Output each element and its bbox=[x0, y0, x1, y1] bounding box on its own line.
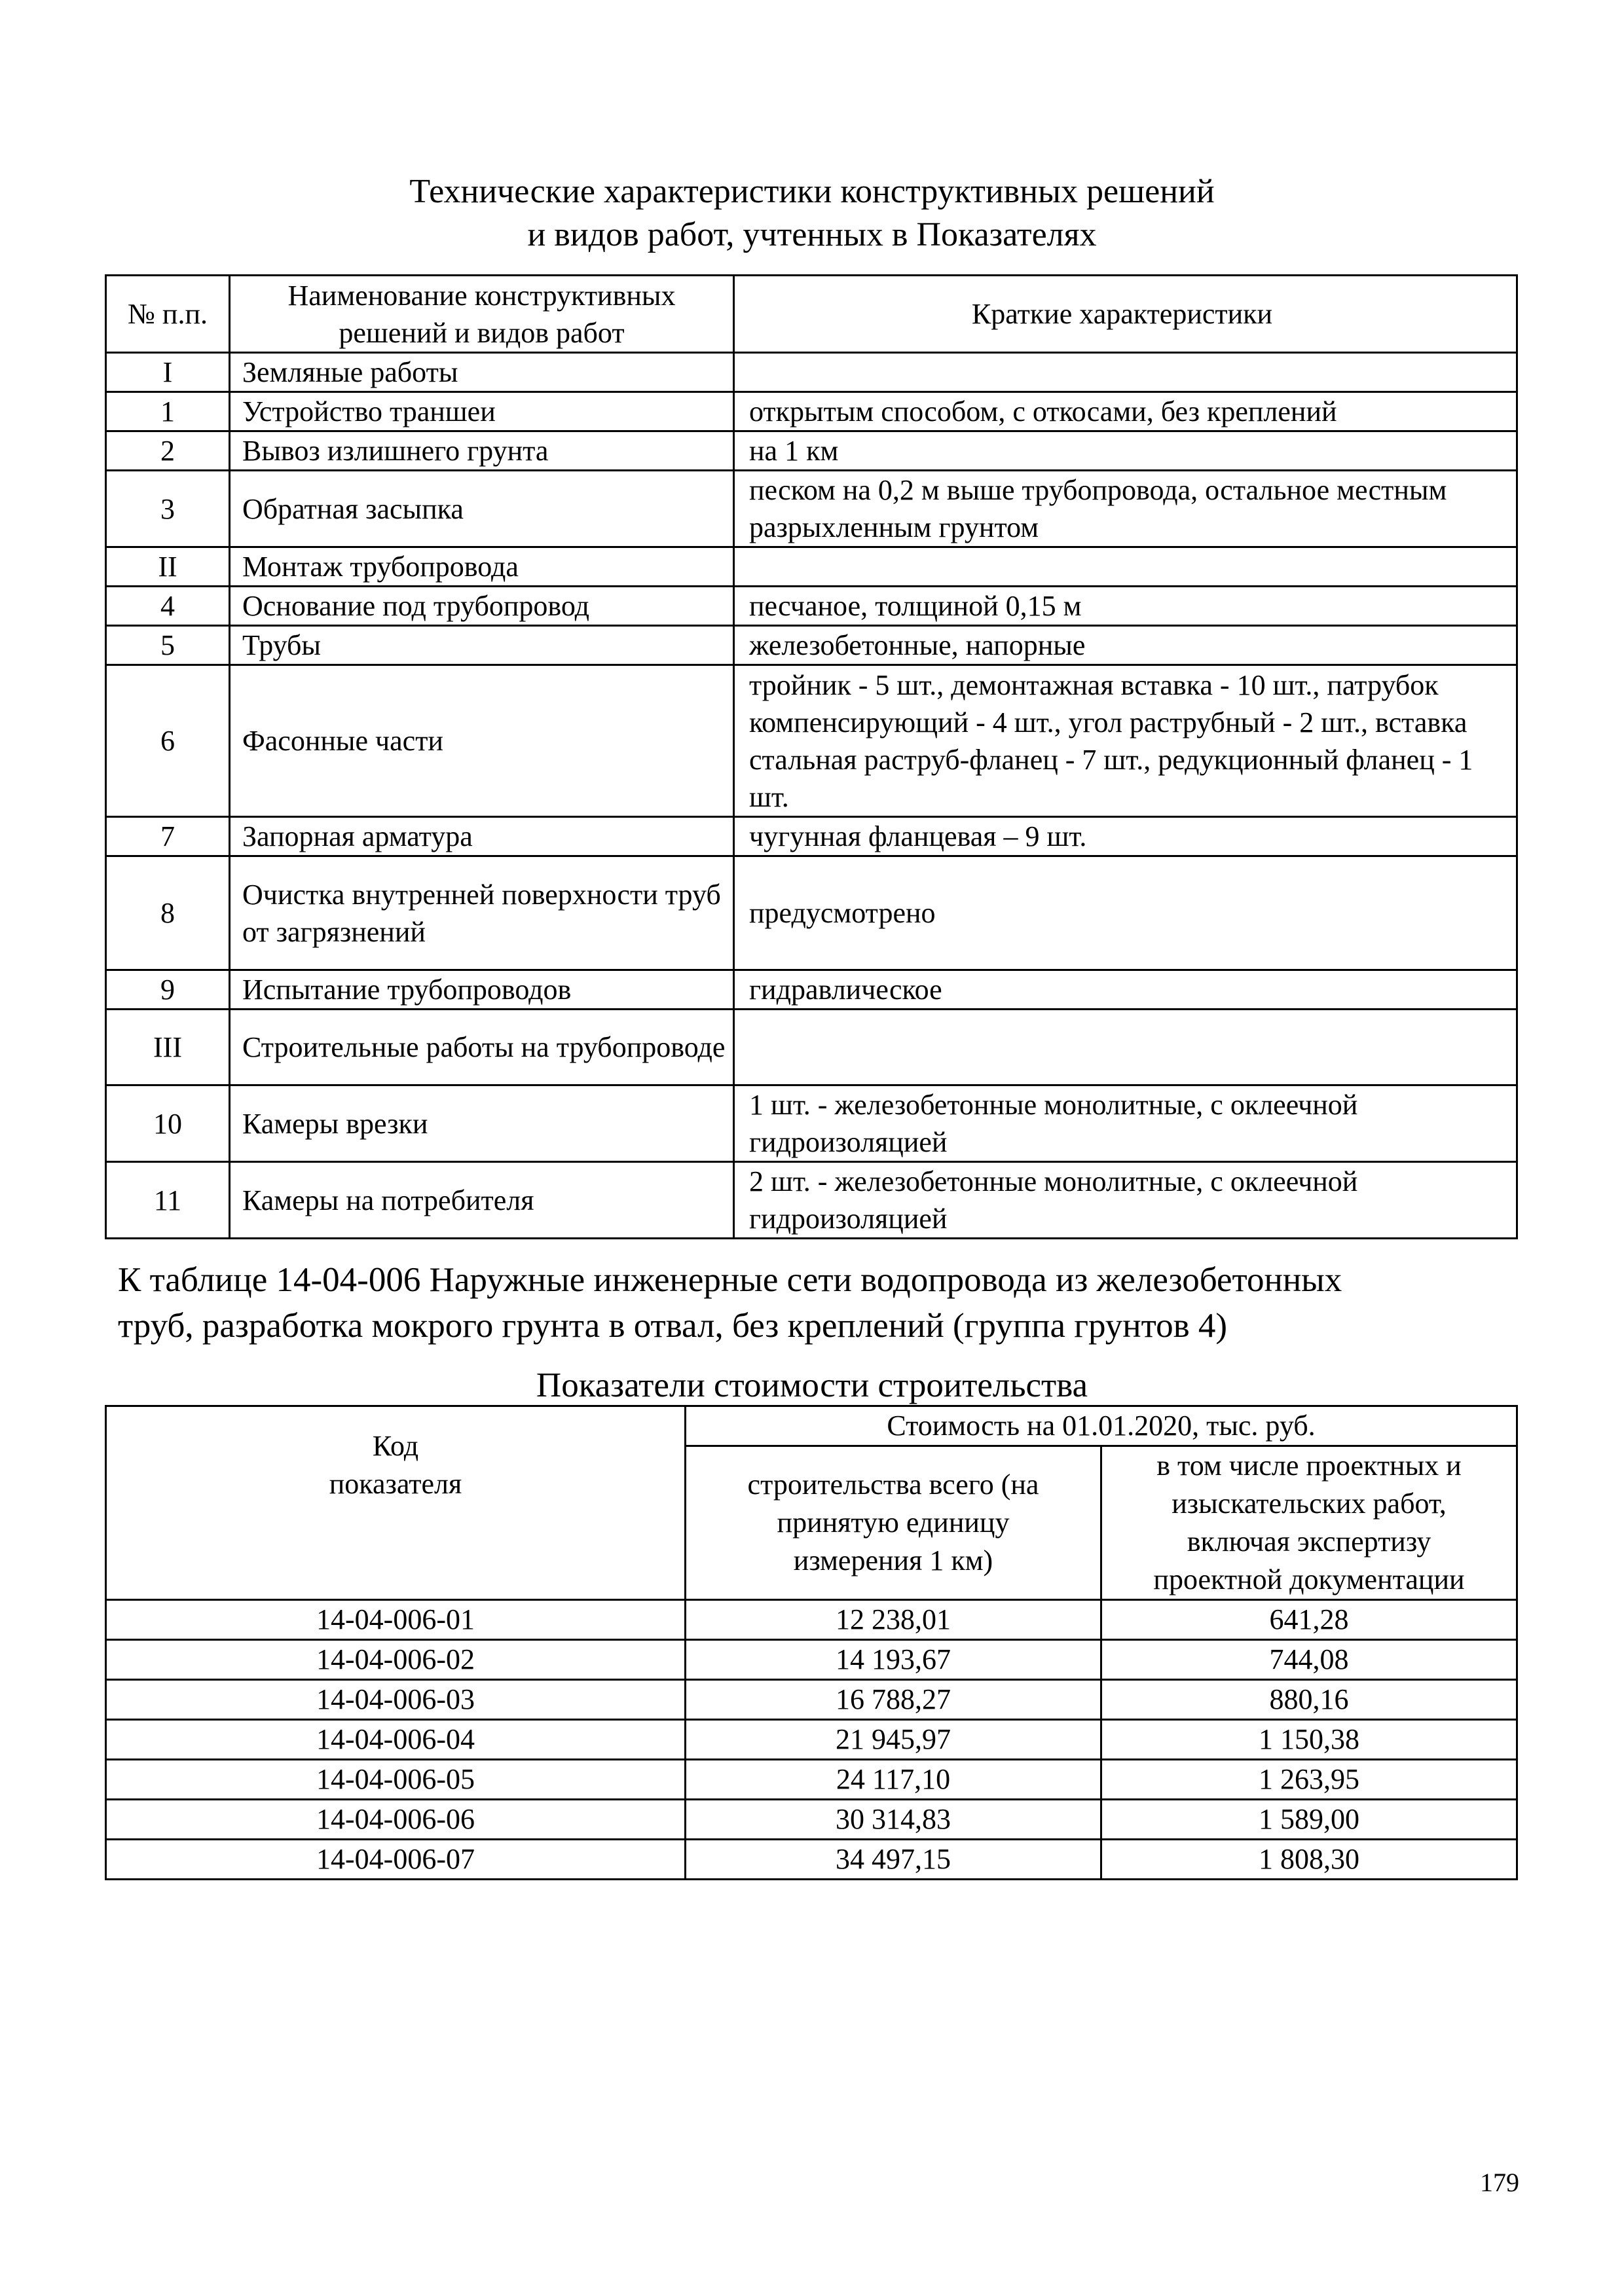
row-description: песком на 0,2 м выше трубопровода, остальное местным разрыхленным грунтом bbox=[734, 471, 1517, 547]
row-number: 1 bbox=[106, 392, 230, 431]
row-number: III bbox=[106, 1010, 230, 1085]
cost-table-title: Показатели стоимости строительства bbox=[536, 1366, 1088, 1404]
row-code: 14-04-006-03 bbox=[106, 1680, 686, 1720]
row-number: 9 bbox=[106, 970, 230, 1010]
row-name: Земляные работы bbox=[230, 353, 734, 392]
page-number: 179 bbox=[1480, 2168, 1519, 2197]
row-total-cost: 30 314,83 bbox=[686, 1800, 1101, 1840]
row-design-cost: 1 589,00 bbox=[1101, 1800, 1517, 1840]
row-description: чугунная фланцевая – 9 шт. bbox=[734, 817, 1517, 856]
row-design-cost: 641,28 bbox=[1101, 1600, 1517, 1640]
row-description: открытым способом, с откосами, без креплений bbox=[734, 392, 1517, 431]
table-row bbox=[106, 353, 1517, 392]
row-number: 11 bbox=[106, 1162, 230, 1239]
tech-characteristics-table bbox=[105, 274, 1518, 1239]
row-number: 10 bbox=[106, 1085, 230, 1162]
table-row bbox=[106, 817, 1517, 856]
row-description: 1 шт. - железобетонные монолитные, с оклеечной гидроизоляцией bbox=[734, 1085, 1517, 1162]
table-row bbox=[106, 665, 1517, 817]
row-name: Испытание трубопроводов bbox=[230, 970, 734, 1010]
cost-indicators-table bbox=[105, 1405, 1518, 1880]
row-name: Обратная засыпка bbox=[230, 471, 734, 547]
table-row bbox=[106, 1760, 1517, 1800]
header-name: Наименование конструктивных решений и видов работ bbox=[230, 276, 734, 353]
row-code: 14-04-006-01 bbox=[106, 1600, 686, 1640]
row-name: Трубы bbox=[230, 626, 734, 665]
row-number: 3 bbox=[106, 471, 230, 547]
section-heading-line1: К таблице 14-04-006 Наружные инженерные сети водопровода из железобетонных bbox=[118, 1261, 1342, 1299]
row-name: Строительные работы на трубопроводе bbox=[230, 1010, 734, 1085]
table-row bbox=[106, 1010, 1517, 1085]
row-total-cost: 14 193,67 bbox=[686, 1640, 1101, 1680]
row-name: Очистка внутренней поверхности труб от загрязнений bbox=[230, 856, 734, 970]
row-number: 2 bbox=[106, 431, 230, 471]
row-name: Монтаж трубопровода bbox=[230, 547, 734, 587]
header-code-label: Код показателя bbox=[329, 1429, 462, 1500]
row-name: Вывоз излишнего грунта bbox=[230, 431, 734, 471]
row-description: 2 шт. - железобетонные монолитные, с оклеечной гидроизоляцией bbox=[734, 1162, 1517, 1239]
row-total-cost: 24 117,10 bbox=[686, 1760, 1101, 1800]
row-total-cost: 12 238,01 bbox=[686, 1600, 1101, 1640]
tech-table-title-line1: Технические характеристики конструктивных решений bbox=[409, 173, 1215, 210]
table-row bbox=[106, 1840, 1517, 1880]
row-number: 5 bbox=[106, 626, 230, 665]
row-code: 14-04-006-06 bbox=[106, 1800, 686, 1840]
table-row bbox=[106, 626, 1517, 665]
header-code bbox=[106, 1406, 686, 1600]
table-row bbox=[106, 431, 1517, 471]
table-row bbox=[106, 1085, 1517, 1162]
header-cost-group: Стоимость на 01.01.2020, тыс. руб. bbox=[686, 1406, 1517, 1446]
row-total-cost: 21 945,97 bbox=[686, 1720, 1101, 1760]
row-name: Основание под трубопровод bbox=[230, 587, 734, 626]
row-design-cost: 1 150,38 bbox=[1101, 1720, 1517, 1760]
row-code: 14-04-006-02 bbox=[106, 1640, 686, 1680]
row-code: 14-04-006-04 bbox=[106, 1720, 686, 1760]
row-code: 14-04-006-05 bbox=[106, 1760, 686, 1800]
row-description: тройник - 5 шт., демонтажная вставка - 10 шт., патрубок компенсирующий - 4 шт., угол раструбный - 2 шт., вставка стальная раструб-фланец - 7 шт., редукционный фланец - 1 шт. bbox=[734, 665, 1517, 817]
table-row bbox=[106, 1600, 1517, 1640]
table-row bbox=[106, 587, 1517, 626]
row-number: II bbox=[106, 547, 230, 587]
table-row bbox=[106, 1800, 1517, 1840]
row-total-cost: 16 788,27 bbox=[686, 1680, 1101, 1720]
header-description: Краткие характеристики bbox=[734, 276, 1517, 353]
row-description bbox=[734, 1010, 1517, 1085]
row-design-cost: 744,08 bbox=[1101, 1640, 1517, 1680]
tech-table-title-line2: и видов работ, учтенных в Показателях bbox=[527, 216, 1097, 253]
table-row bbox=[106, 1720, 1517, 1760]
row-design-cost: 880,16 bbox=[1101, 1680, 1517, 1720]
table-row bbox=[106, 471, 1517, 547]
header-number: № п.п. bbox=[106, 276, 230, 353]
table-row bbox=[106, 970, 1517, 1010]
header-design-cost-label: в том числе проектных и изыскательских работ, включая экспертизу проектной документации bbox=[1153, 1449, 1465, 1595]
row-design-cost: 1 263,95 bbox=[1101, 1760, 1517, 1800]
row-description: предусмотрено bbox=[734, 856, 1517, 970]
row-total-cost: 34 497,15 bbox=[686, 1840, 1101, 1880]
table-row bbox=[106, 1680, 1517, 1720]
row-name: Запорная арматура bbox=[230, 817, 734, 856]
table-row bbox=[106, 1640, 1517, 1680]
row-name: Фасонные части bbox=[230, 665, 734, 817]
row-description: на 1 км bbox=[734, 431, 1517, 471]
header-total-cost bbox=[686, 1446, 1101, 1600]
table-row bbox=[106, 856, 1517, 970]
table-row bbox=[106, 547, 1517, 587]
row-number: 6 bbox=[106, 665, 230, 817]
section-heading-line2: труб, разработка мокрого грунта в отвал, без креплений (группа грунтов 4) bbox=[118, 1307, 1228, 1345]
row-number: 7 bbox=[106, 817, 230, 856]
row-description: песчаное, толщиной 0,15 м bbox=[734, 587, 1517, 626]
row-description: железобетонные, напорные bbox=[734, 626, 1517, 665]
row-number: 4 bbox=[106, 587, 230, 626]
row-number: 8 bbox=[106, 856, 230, 970]
row-description bbox=[734, 547, 1517, 587]
table-row bbox=[106, 392, 1517, 431]
row-description: гидравлическое bbox=[734, 970, 1517, 1010]
row-number: I bbox=[106, 353, 230, 392]
table-row bbox=[106, 1162, 1517, 1239]
row-description bbox=[734, 353, 1517, 392]
header-design-cost bbox=[1101, 1446, 1517, 1600]
row-name: Камеры на потребителя bbox=[230, 1162, 734, 1239]
row-name: Камеры врезки bbox=[230, 1085, 734, 1162]
row-name: Устройство траншеи bbox=[230, 392, 734, 431]
row-code: 14-04-006-07 bbox=[106, 1840, 686, 1880]
header-total-cost-label: строительства всего (на принятую единицу измерения 1 км) bbox=[747, 1468, 1039, 1576]
row-design-cost: 1 808,30 bbox=[1101, 1840, 1517, 1880]
